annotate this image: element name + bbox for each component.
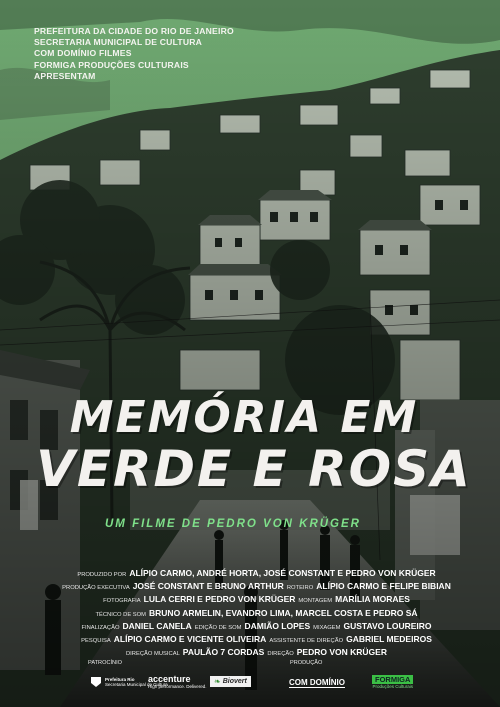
credit-line — [40, 621, 470, 634]
credit-names: BRUNO ARMELIN, EVANDRO LIMA, MARCEL COSTA E PEDRO SÁ — [149, 607, 418, 618]
credit-line — [40, 634, 470, 647]
credit-names: MARÍLIA MORAES — [335, 594, 410, 605]
credit-role: FOTOGRAFIA — [103, 598, 141, 605]
credit-names: PEDRO VON KRÜGER — [296, 647, 387, 658]
credit-names: ALÍPIO CARMO E VICENTE OLIVEIRA — [113, 634, 267, 645]
biovert-logo — [210, 676, 251, 687]
credit-role: DIREÇÃO MUSICAL — [126, 651, 180, 658]
comdominio-logo — [289, 678, 345, 688]
prefeitura-crest-icon — [90, 676, 102, 688]
credit-names: PAULÃO 7 CORDAS — [182, 647, 265, 658]
credit-role: MIXAGEM — [313, 624, 341, 631]
accenture-logo — [148, 674, 207, 689]
accenture-name: accenture — [148, 674, 191, 684]
director-subtitle: UM FILME DE PEDRO VON KRÜGER — [105, 518, 361, 530]
credit-names: DANIEL CANELA — [122, 620, 192, 631]
title-line-2: VERDE E ROSA — [36, 440, 472, 498]
credit-role: TÉCNICO DE SOM — [95, 611, 147, 618]
credit-role: MONTAGEM — [298, 598, 333, 605]
presenter-line: FORMIGA PRODUÇÕES CULTURAIS — [34, 59, 189, 70]
presenter-line: APRESENTAM — [34, 70, 96, 81]
prefeitura-name: Prefeitura Rio — [105, 677, 135, 682]
credits-block — [40, 568, 470, 660]
credit-names: LULA CERRI E PEDRO VON KRÜGER — [143, 594, 296, 605]
credit-names: GABRIEL MEDEIROS — [346, 634, 432, 645]
formiga-name: FORMIGA — [372, 675, 413, 684]
credit-line — [40, 581, 470, 594]
sponsorship-label: PATROCÍNIO — [88, 660, 122, 666]
credit-names: GUSTAVO LOUREIRO — [343, 620, 432, 631]
credit-names: JOSÉ CONSTANT E BRUNO ARTHUR — [132, 581, 284, 592]
credit-role: EDIÇÃO DE SOM — [194, 624, 242, 631]
credit-line — [40, 568, 470, 581]
credit-line — [40, 608, 470, 621]
presenters-block — [34, 26, 274, 82]
leaf-icon: ❧ — [214, 677, 221, 686]
presenter-line: COM DOMÍNIO FILMES — [34, 48, 132, 59]
comdominio-name: COM DOMÍNIO — [289, 678, 345, 687]
title-line-1: MEMÓRIA EM — [69, 392, 419, 443]
credit-line — [40, 594, 470, 607]
biovert-name: Biovert — [222, 678, 247, 685]
credit-role: PRODUZIDO POR — [77, 572, 127, 578]
credit-names: ALÍPIO CARMO, ANDRÉ HORTA, JOSÉ CONSTANT E PEDRO VON KRÜGER — [129, 568, 436, 578]
credit-role: PESQUISA — [81, 638, 111, 645]
credit-role: ROTEIRO — [286, 585, 314, 592]
prefeitura-subtitle: Secretaria Municipal de Cultura — [105, 682, 168, 687]
credit-role: ASSISTENTE DE DIREÇÃO — [269, 638, 344, 645]
presenter-line: PREFEITURA DA CIDADE DO RIO DE JANEIRO — [34, 26, 234, 36]
formiga-logo — [372, 675, 413, 689]
credit-role: FINALIZAÇÃO — [81, 624, 120, 631]
credit-role: DIREÇÃO — [267, 651, 294, 658]
formiga-subtitle: Produções Culturais — [372, 684, 413, 689]
credit-names: ALÍPIO CARMO E FELIPE BIBIAN — [316, 581, 451, 592]
production-label: PRODUÇÃO — [290, 660, 323, 666]
credit-line — [40, 647, 470, 660]
accenture-tagline: High performance. Delivered. — [148, 684, 207, 689]
credit-names: DAMIÃO LOPES — [244, 620, 311, 631]
presenter-line: SECRETARIA MUNICIPAL DE CULTURA — [34, 37, 203, 48]
credit-role: PRODUÇÃO EXECUTIVA — [62, 585, 130, 592]
